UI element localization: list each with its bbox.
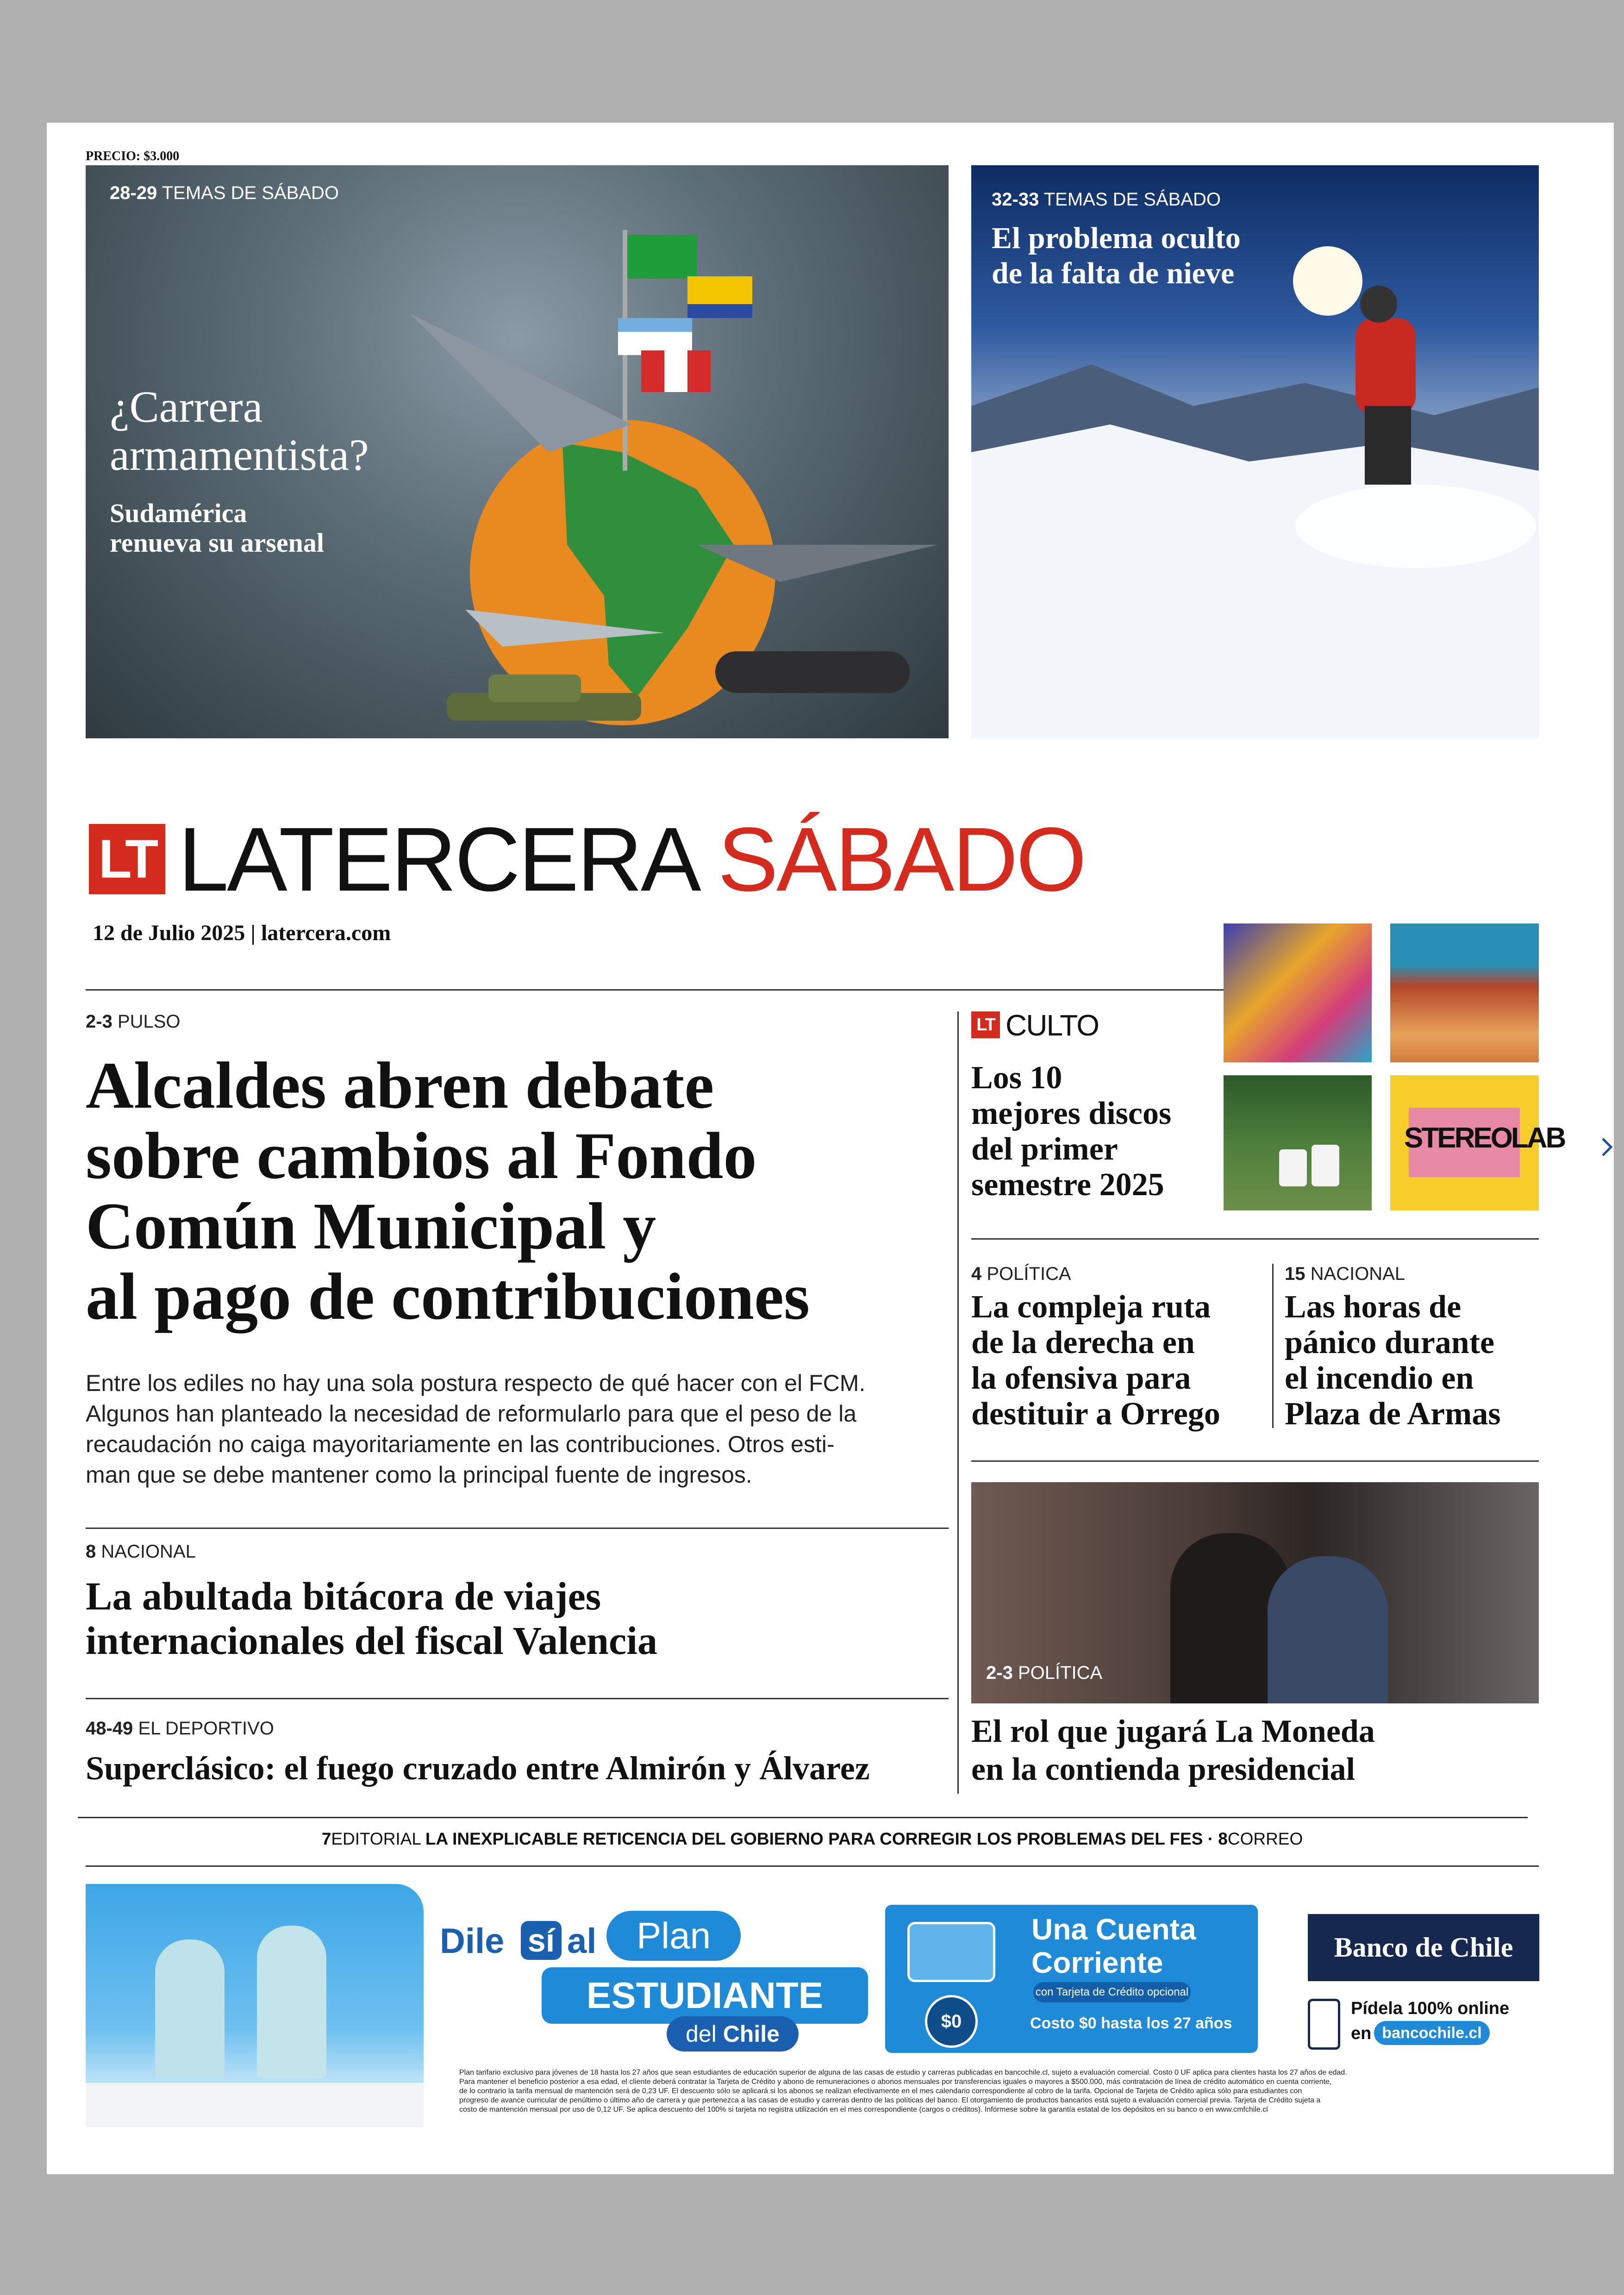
chair-shape xyxy=(1312,1145,1339,1186)
politica-divider xyxy=(971,1460,1539,1462)
ad-fine-print: Plan tarifario exclusivo para jóvenes de 18 hasta los 27 años que sean estudiantes de educación superior de alguna de las casas de estudio y carreras publicadas en bancochile.cl, sujeto a evaluación comercial. Costo 0 UF aplica para clientes hasta los 27 años de edad. Para mantener el beneficio posterior a esa edad, el cliente deberá contratar la Tarjeta de Crédito y abono de remuneraciones o abonos mensuales por transferencias iguales o mayores a $500.000, más contratación de línea de crédito automático en cuenta corriente, de lo contrario la tarifa mensual de mantención será de 0,23 UF. El descuento sólo se aplicará si los abonos se realizan efectivamente en el mes calendario correspondiente al cobro de la tarifa. Opcional de Tarjeta de Crédito aplica sólo para estudiantes con progreso de avance curricular de penúltimo o último año de carrera y que pertenezca a las casas de estudio y carreras dentro de las políticas del banco. El otorgamiento de productos bancarios está sujeto a evaluación comercial previa. Tarjeta de Crédito sujeta a costo de mantención mensual por uso de 0,12 UF. Se aplica descuento del 100% si tarjeta no registra utilización en el mes correspondiente (cargos o créditos). Infórmese sobre la garantía estatal de los depósitos en su banco o en www.cmfchile.cl xyxy=(459,2069,1347,2114)
masthead-site[interactable]: latercera.com xyxy=(261,921,391,945)
ad-cuenta-title: Una Cuenta Corriente xyxy=(1031,1913,1196,1979)
album-cover-4[interactable] xyxy=(1390,1075,1565,1210)
credit-card-icon xyxy=(907,1922,995,1982)
ad-pidela: Pídela 100% online xyxy=(1351,1999,1510,2018)
column-divider xyxy=(957,1011,959,1794)
lead-body: Entre los ediles no hay una sola postura respecto de qué hacer con el FCM. Algunos han planteado la necesidad de reformularlo para que el peso de la recaudación no caiga mayoritariamente en las contribuciones. Otros esti- man que se debe mantener como la principal fuente de ingresos. xyxy=(86,1370,866,1488)
story3-headline[interactable]: Superclásico: el fuego cruzado entre Almirón y Álvarez xyxy=(86,1750,870,1787)
ad-plan: Plan xyxy=(606,1911,741,1961)
culto-logo: LT xyxy=(971,1011,1000,1038)
chevron-right-icon xyxy=(1598,1133,1617,1161)
footer-divider-bottom xyxy=(86,1865,1539,1867)
ad-tarjeta: con Tarjeta de Crédito opcional xyxy=(1033,1982,1191,2002)
feature-photo-nieve[interactable] xyxy=(971,165,1539,738)
feature-photo-arsenal[interactable] xyxy=(86,165,949,738)
politica-nacional-divider xyxy=(1272,1264,1274,1428)
album-cover-3[interactable] xyxy=(1224,1075,1372,1210)
story3-kicker: 48-49 EL DEPORTIVO xyxy=(86,1718,274,1739)
masthead-date: 12 de Julio 2025 xyxy=(93,921,245,945)
feature-arsenal-subtitle: Sudamérica renueva su arsenal xyxy=(110,498,324,558)
ad-si: sí xyxy=(521,1921,562,1960)
masthead-edition: SÁBADO xyxy=(718,809,1085,910)
feature-nieve-kicker: 32-33 TEMAS DE SÁBADO xyxy=(992,189,1221,210)
phone-icon xyxy=(1308,1999,1340,2050)
figure-shape xyxy=(1268,1556,1388,1703)
masthead-dateline: 12 de Julio 2025 | latercera.com xyxy=(93,921,391,945)
person-shape xyxy=(257,1926,326,2078)
album-cover-2[interactable] xyxy=(1390,923,1539,1062)
moneda-kicker: 2-3 POLÍTICA xyxy=(986,1663,1103,1683)
ad-costo: Costo $0 hasta los 27 años xyxy=(1030,2014,1232,2032)
ad-del-chile: del Chile xyxy=(667,2016,799,2052)
culto-headline[interactable]: Los 10 mejores discos del primer semestre 2025 xyxy=(971,1060,1172,1203)
lead-divider xyxy=(86,1528,949,1529)
story2-divider xyxy=(86,1698,949,1699)
bank-logo[interactable]: Banco de Chile xyxy=(1308,1914,1539,1981)
lead-headline[interactable]: Alcaldes abren debate sobre cambios al Fondo Común Municipal y al pago de contribuciones xyxy=(86,1049,810,1334)
politica-headline[interactable]: La compleja ruta de la derecha en la ofensiva para destituir a Orrego xyxy=(971,1289,1220,1432)
chair-shape xyxy=(1279,1149,1307,1186)
nacional-kicker: 15 NACIONAL xyxy=(1285,1264,1405,1284)
moneda-headline[interactable]: El rol que jugará La Moneda en la contienda presidencial xyxy=(971,1714,1375,1787)
culto-divider xyxy=(971,1238,1539,1240)
nacional-headline[interactable]: Las horas de pánico durante el incendio en Plaza de Armas xyxy=(1285,1289,1501,1432)
masthead-divider xyxy=(86,989,1224,991)
ad-url[interactable]: bancochile.cl xyxy=(1374,2021,1490,2045)
culto-section: CULTO xyxy=(1006,1009,1099,1042)
ad-coin: $0 xyxy=(925,1995,978,2048)
album-cover-1[interactable] xyxy=(1224,923,1372,1062)
ad-en: en xyxy=(1351,2024,1372,2043)
moneda-photo[interactable] xyxy=(971,1482,1539,1703)
feature-nieve-title: El problema oculto de la falta de nieve xyxy=(992,221,1241,290)
next-page-button[interactable] xyxy=(1598,1133,1617,1161)
story2-headline[interactable]: La abultada bitácora de viajes internacionales del fiscal Valencia xyxy=(86,1574,658,1663)
story2-kicker: 8 NACIONAL xyxy=(86,1541,196,1562)
person-shape xyxy=(155,1940,225,2078)
footer-bar[interactable]: 7EDITORIAL LA INEXPLICABLE RETICENCIA DEL GOBIERNO PARA CORREGIR LOS PROBLEMAS DEL FES · 8CORREO xyxy=(321,1829,1303,1848)
masthead-logo[interactable]: LT xyxy=(89,824,165,894)
ad-floor xyxy=(86,2083,424,2127)
feature-arsenal-kicker: 28-29 TEMAS DE SÁBADO xyxy=(110,183,339,203)
ad-photo[interactable] xyxy=(86,1884,424,2127)
album-4-title: STEREOLAB xyxy=(1404,1122,1565,1154)
ad-estudiante: ESTUDIANTE xyxy=(542,1967,868,2024)
ad-dile: Dile xyxy=(440,1921,505,1961)
masthead-title[interactable] xyxy=(178,811,1085,908)
price-label: PRECIO: $3.000 xyxy=(86,149,180,163)
feature-arsenal-title: ¿Carrera armamentista? xyxy=(110,382,369,480)
politica-kicker: 4 POLÍTICA xyxy=(971,1264,1071,1284)
footer-divider-top xyxy=(78,1817,1528,1818)
lead-kicker: 2-3 PULSO xyxy=(86,1011,181,1032)
ad-al: al xyxy=(567,1921,597,1961)
masthead-brand: LATERCERA xyxy=(178,809,694,910)
